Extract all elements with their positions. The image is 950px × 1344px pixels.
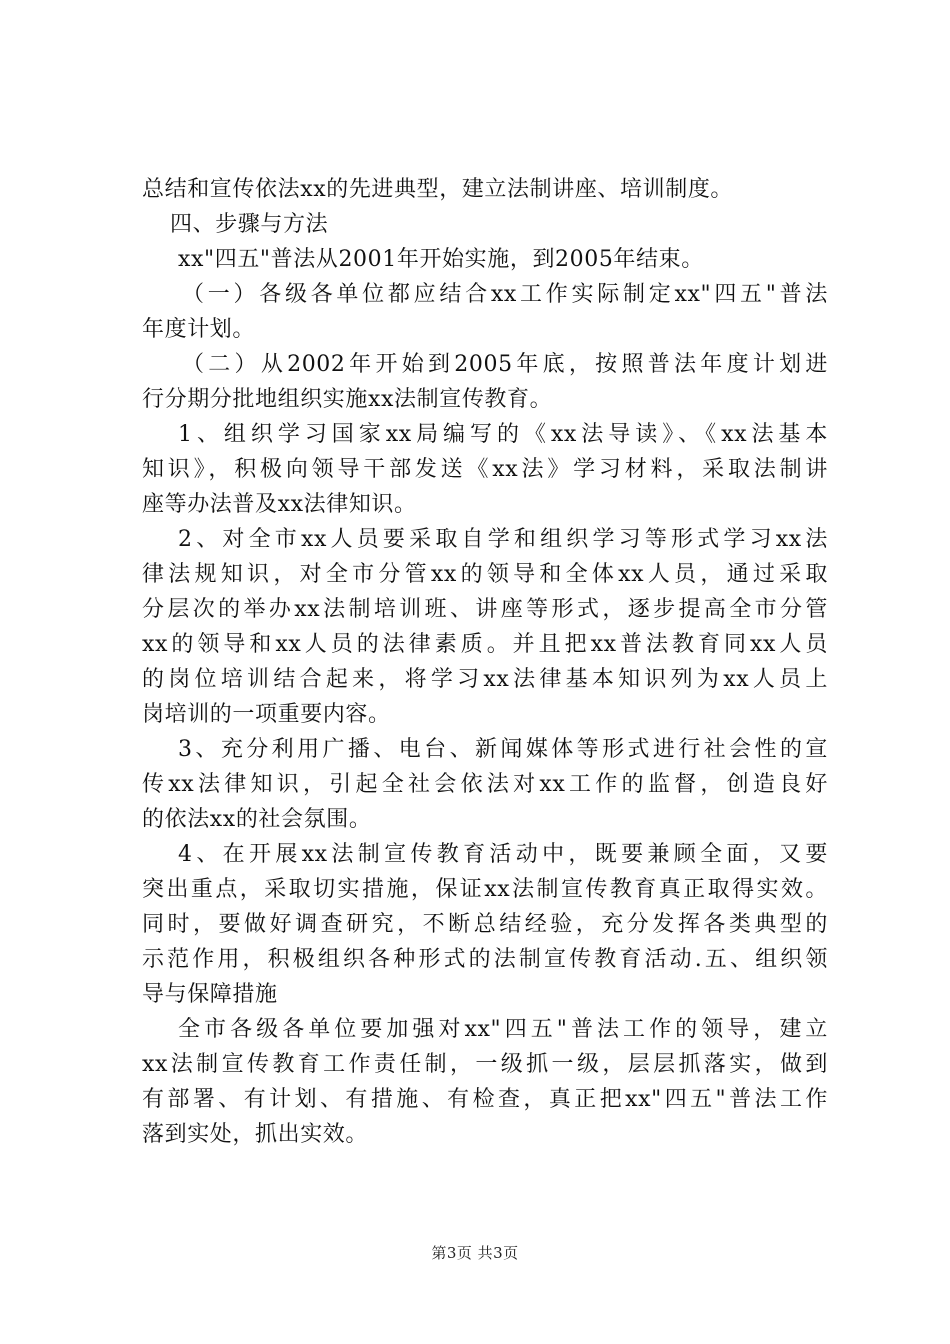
text-line: 总结和宣传依法xx的先进典型，建立法制讲座、培训制度。 [142,177,734,202]
text-line: 年度计划。 [142,317,256,342]
text-line: 知识》，积极向领导干部发送《xx法》学习材料，采取法制讲 [142,457,828,482]
text-line: （二）从2002年开始到2005年底，按照普法年度计划进 [182,352,828,377]
text-line: 2、对全市xx人员要采取自学和组织学习等形式学习xx法 [178,527,828,552]
text-line: 岗培训的一项重要内容。 [142,702,391,727]
text-line: xx法制宣传教育工作责任制，一级抓一级，层层抓落实，做到 [142,1052,828,1077]
text-line: 座等办法普及xx法律知识。 [142,492,417,517]
text-line: 律法规知识，对全市分管xx的领导和全体xx人员，通过采取 [142,562,828,587]
text-line: xx的领导和xx人员的法律素质。并且把xx普法教育同xx人员 [142,632,828,657]
page-footer: 第3页 共3页 [431,1244,519,1262]
text-line: 的岗位培训结合起来，将学习xx法律基本知识列为xx人员上 [142,667,828,692]
text-line: 的依法xx的社会氛围。 [142,807,372,832]
text-line: 传xx法律知识，引起全社会依法对xx工作的监督，创造良好 [142,772,828,797]
text-line: 四、步骤与方法 [170,212,329,237]
text-line: 落到实处，抓出实效。 [142,1122,369,1147]
text-line: （一）各级各单位都应结合xx工作实际制定xx"四五"普法 [182,282,828,307]
text-line: 全市各级各单位要加强对xx"四五"普法工作的领导，建立 [178,1017,828,1042]
document-body [142,172,828,1152]
text-line: 分层次的举办xx法制培训班、讲座等形式，逐步提高全市分管 [142,597,828,622]
text-line: xx"四五"普法从2001年开始实施，到2005年结束。 [178,247,704,272]
text-line: 有部署、有计划、有措施、有检查，真正把xx"四五"普法工作 [142,1087,828,1112]
text-line: 突出重点，采取切实措施，保证xx法制宣传教育真正取得实效。 [142,877,828,902]
text-line: 行分期分批地组织实施xx法制宣传教育。 [142,387,553,412]
text-line: 导与保障措施 [142,982,278,1007]
text-line: 同时，要做好调查研究，不断总结经验，充分发挥各类典型的 [142,912,828,937]
text-line: 示范作用，积极组织各种形式的法制宣传教育活动.五、组织领 [142,947,828,972]
text-line: 1、组织学习国家xx局编写的《xx法导读》、《xx法基本 [178,422,828,447]
text-line: 4、在开展xx法制宣传教育活动中，既要兼顾全面，又要 [178,842,828,867]
text-line: 3、充分利用广播、电台、新闻媒体等形式进行社会性的宣 [178,737,828,762]
